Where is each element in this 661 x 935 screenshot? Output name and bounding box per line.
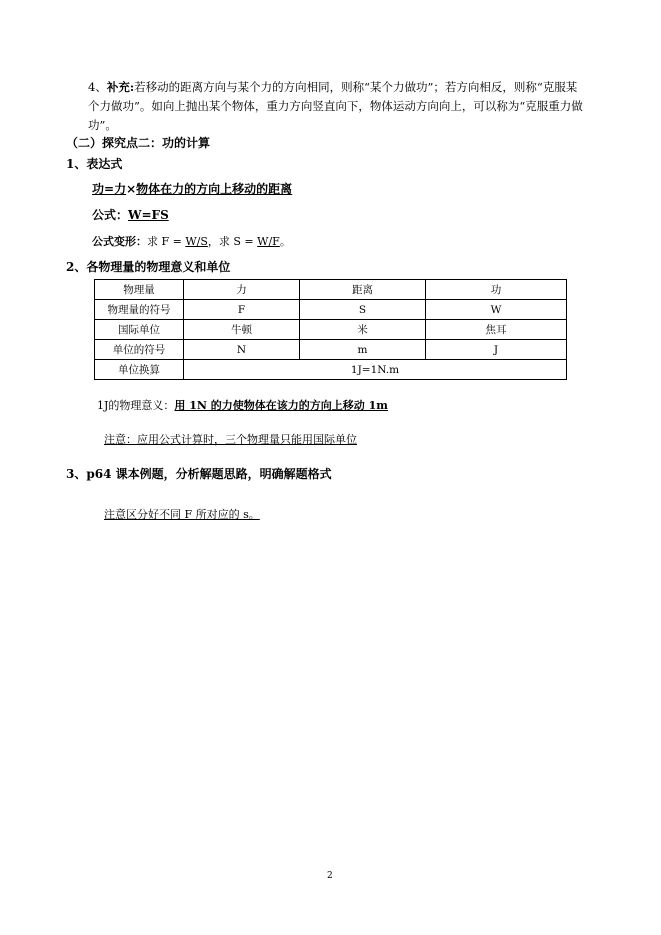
heading-example: 3、p64 课本例题，分析解题思路，明确解题格式: [66, 467, 332, 481]
joule-meaning-text: 用 1N 的力使物体在该力的方向上移动 1m: [174, 399, 388, 412]
table-cell: F: [184, 300, 300, 320]
work-definition-part4: 物体在力的方向上移动的距离: [136, 182, 293, 196]
joule-meaning: [97, 397, 388, 413]
table-cell: 国际单位: [95, 320, 184, 340]
table-row: [95, 360, 567, 380]
table-cell: N: [184, 340, 300, 360]
para4-number: 4、: [88, 80, 107, 94]
paragraph-supplement: [88, 78, 588, 135]
formula-transform-line: [92, 233, 291, 249]
table-cell: 力: [184, 280, 300, 300]
transform-s: W/F: [257, 235, 280, 248]
table-row: [95, 340, 567, 360]
para4-label: 补充:: [106, 80, 135, 94]
note-units: [104, 431, 357, 447]
table-cell: m: [300, 340, 426, 360]
formula-label: 公式：: [92, 208, 129, 222]
note-distinguish: [104, 506, 260, 522]
table-cell: 单位的符号: [95, 340, 184, 360]
table-cell: 距离: [300, 280, 426, 300]
table-cell: 焦耳: [426, 320, 567, 340]
units-table: [94, 279, 567, 380]
table-row: [95, 300, 567, 320]
table-header-row: [95, 280, 567, 300]
transform-f: W/S: [185, 235, 208, 248]
para4-text: 若移动的距离方向与某个力的方向相同，则称“某个力做功”；若方向相反，则称“克服某个力做功”。如向上抛出某个物体，重力方向竖直向下，物体运动方向向上，可以称为“克服重力做功”。: [88, 80, 583, 132]
section2-title: （二）探究点二：功的计算: [66, 136, 211, 150]
heading-expression: 1、表达式: [66, 157, 123, 171]
table-cell: S: [300, 300, 426, 320]
table-cell: 牛顿: [184, 320, 300, 340]
table-cell: 单位换算: [95, 360, 184, 380]
note-units-text: 注意：应用公式计算时，三个物理量只能用国际单位: [104, 433, 357, 446]
table-cell: 米: [300, 320, 426, 340]
table-cell: W: [426, 300, 567, 320]
note-distinguish-text: 注意区分好不同 F 所对应的 s。: [104, 508, 260, 521]
formula-value: W=FS: [128, 208, 169, 222]
heading-units: 2、各物理量的物理意义和单位: [66, 260, 231, 274]
table-cell: 物理量的符号: [95, 300, 184, 320]
formula-line: [92, 206, 169, 223]
transform-text-a: 求 F =: [147, 235, 186, 248]
transform-text-b: ，求 S =: [207, 235, 258, 248]
work-definition-part1: 功=: [92, 182, 115, 196]
table-cell-conversion: 1J=1N.m: [184, 360, 567, 380]
joule-meaning-label: 1J的物理意义：: [97, 399, 175, 412]
work-definition: [92, 180, 292, 197]
table-cell: 物理量: [95, 280, 184, 300]
times-sign: ×: [126, 182, 137, 196]
table-cell: J: [426, 340, 567, 360]
table-cell: 功: [426, 280, 567, 300]
work-definition-part2: 力: [114, 182, 127, 196]
page-number: 2: [327, 871, 333, 881]
table-row: [95, 320, 567, 340]
transform-label: 公式变形：: [92, 235, 147, 248]
transform-text-c: 。: [279, 235, 291, 248]
